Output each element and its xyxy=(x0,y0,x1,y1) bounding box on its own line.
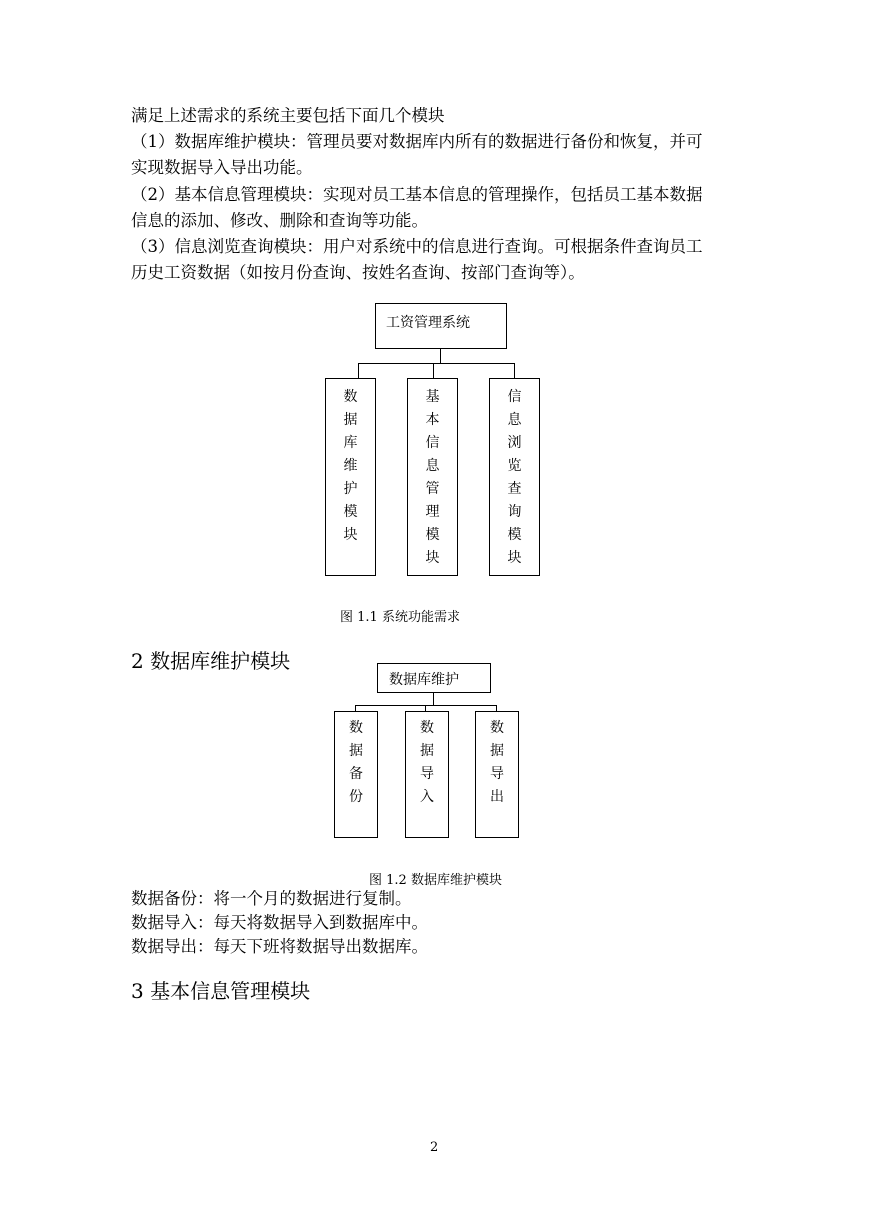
diagram1-root-box xyxy=(375,303,507,349)
diagram2-child-box xyxy=(334,711,378,838)
vertical-char: 块 xyxy=(507,550,522,566)
item2-line2: 信息的添加、修改、删除和查询等功能。 xyxy=(131,211,428,230)
vertical-char: 览 xyxy=(507,458,522,474)
diagram1-child-box xyxy=(407,378,458,576)
vertical-char: 数 xyxy=(490,720,504,736)
desc-import: 数据导入：每天将数据导入到数据库中。 xyxy=(131,913,428,932)
vertical-char: 导 xyxy=(420,766,434,782)
diagram1-connector xyxy=(433,363,434,379)
vertical-char: 数 xyxy=(420,720,434,736)
item3-line2: 历史工资数据（如按月份查询、按姓名查询、按部门查询等）。 xyxy=(131,263,585,282)
vertical-char: 数 xyxy=(349,720,363,736)
vertical-char: 基 xyxy=(425,389,440,405)
vertical-char: 息 xyxy=(507,412,522,428)
vertical-char: 管 xyxy=(425,481,440,497)
vertical-char: 查 xyxy=(507,481,522,497)
vertical-char: 入 xyxy=(420,789,434,805)
section3-heading: 3 基本信息管理模块 xyxy=(131,979,311,1003)
intro-lead: 满足上述需求的系统主要包括下面几个模块 xyxy=(131,106,445,125)
diagram2-child-label xyxy=(406,717,448,809)
diagram1-root-label: 工资管理系统 xyxy=(386,315,470,331)
page-number: 2 xyxy=(430,1140,439,1155)
desc-backup: 数据备份：将一个月的数据进行复制。 xyxy=(131,889,412,908)
vertical-char: 库 xyxy=(343,435,358,451)
diagram2-root-label: 数据库维护 xyxy=(389,672,459,688)
section2-heading: 2 数据库维护模块 xyxy=(131,649,291,673)
diagram1-child-label xyxy=(408,386,457,570)
vertical-char: 块 xyxy=(425,550,440,566)
vertical-char: 理 xyxy=(425,504,440,520)
diagram1-child-box xyxy=(325,378,376,576)
diagram2-child-label xyxy=(335,717,377,809)
diagram1-connector xyxy=(358,363,359,379)
diagram2-child-box xyxy=(475,711,519,838)
item2-line1: （2）基本信息管理模块：实现对员工基本信息的管理操作，包括员工基本数据 xyxy=(131,185,703,204)
vertical-char: 息 xyxy=(425,458,440,474)
vertical-char: 备 xyxy=(349,766,363,782)
vertical-char: 信 xyxy=(425,435,440,451)
item1-line2: 实现数据导入导出功能。 xyxy=(131,158,313,177)
diagram1-child-box xyxy=(489,378,540,576)
vertical-char: 信 xyxy=(507,389,522,405)
vertical-char: 据 xyxy=(349,743,363,759)
vertical-char: 块 xyxy=(343,527,358,543)
vertical-char: 本 xyxy=(425,412,440,428)
diagram1-connector xyxy=(514,363,515,379)
vertical-char: 维 xyxy=(343,458,358,474)
diagram2-child-box xyxy=(405,711,449,838)
vertical-char: 模 xyxy=(507,527,522,543)
vertical-char: 出 xyxy=(490,789,504,805)
diagram1-child-label xyxy=(326,386,375,547)
diagram2-child-label xyxy=(476,717,518,809)
vertical-char: 浏 xyxy=(507,435,522,451)
diagram2-root-box xyxy=(377,663,491,693)
diagram1-connector xyxy=(440,349,441,364)
vertical-char: 据 xyxy=(420,743,434,759)
item3-line1: （3）信息浏览查询模块：用户对系统中的信息进行查询。可根据条件查询员工 xyxy=(131,237,703,256)
vertical-char: 数 xyxy=(343,389,358,405)
diagram1-caption: 图 1.1 系统功能需求 xyxy=(340,610,460,625)
vertical-char: 据 xyxy=(343,412,358,428)
vertical-char: 护 xyxy=(343,481,358,497)
diagram1-child-label xyxy=(490,386,539,570)
diagram2-caption: 图 1.2 数据库维护模块 xyxy=(369,873,502,888)
vertical-char: 模 xyxy=(425,527,440,543)
diagram1-connector xyxy=(358,363,515,364)
vertical-char: 询 xyxy=(507,504,522,520)
desc-export: 数据导出：每天下班将数据导出数据库。 xyxy=(131,937,428,956)
vertical-char: 导 xyxy=(490,766,504,782)
item1-line1: （1）数据库维护模块：管理员要对数据库内所有的数据进行备份和恢复，并可 xyxy=(131,132,703,151)
vertical-char: 份 xyxy=(349,789,363,805)
vertical-char: 模 xyxy=(343,504,358,520)
vertical-char: 据 xyxy=(490,743,504,759)
